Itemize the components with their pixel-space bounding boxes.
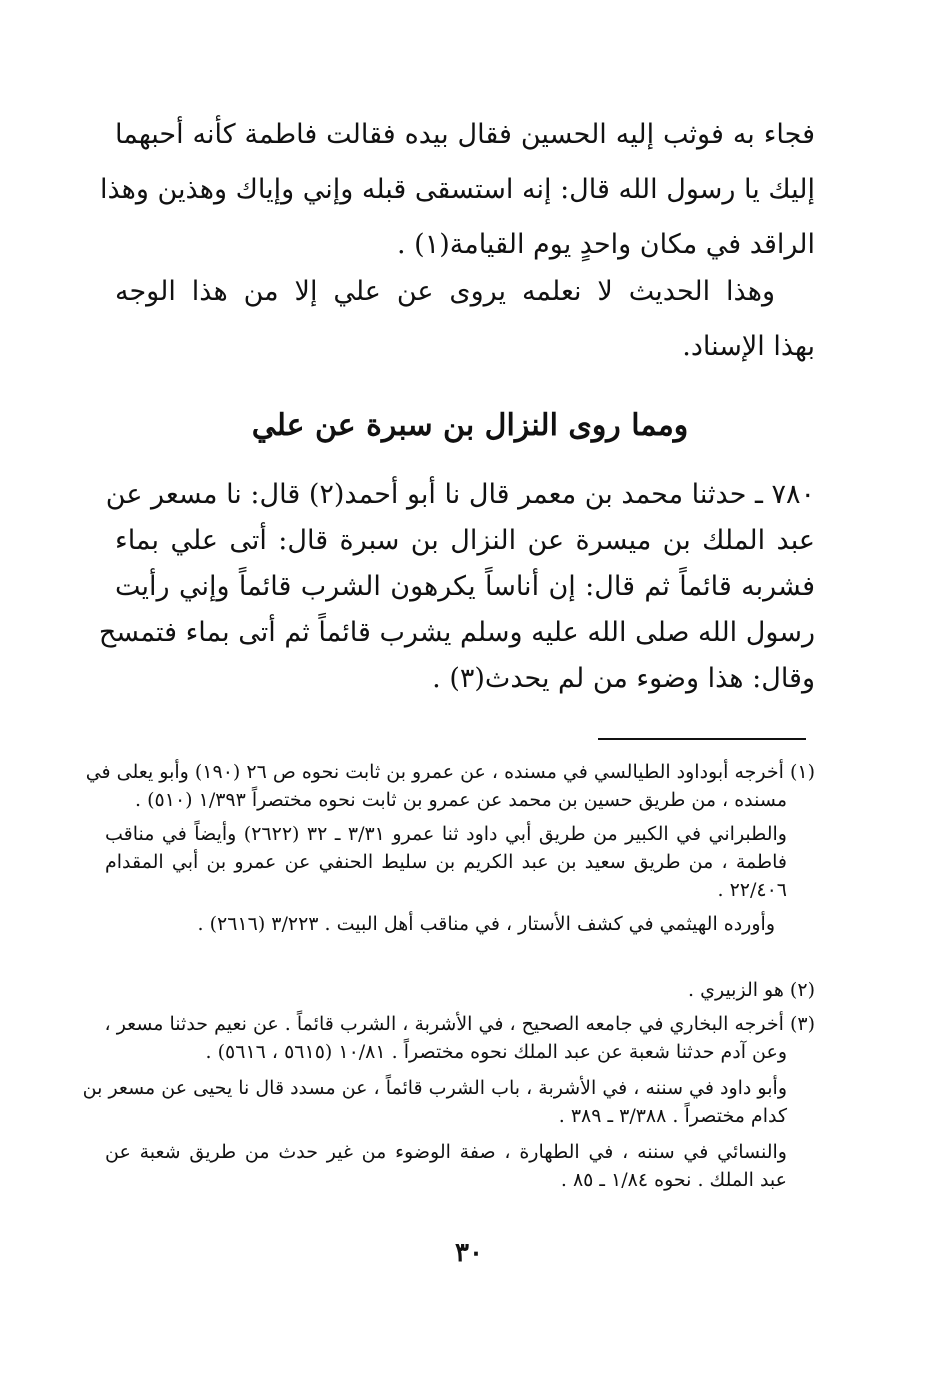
footnote-line: كدام مختصراً . ٣/٣٨٨ ـ ٣٨٩ . xyxy=(558,1105,787,1127)
footnote-line: وأبو داود في سننه ، في الأشربة ، باب الشرب قائماً ، عن مسدد قال نا يحيى عن مسعر بن xyxy=(82,1077,787,1099)
footnote-line: (١) أخرجه أبوداود الطيالسي في مسنده ، عن عمرو بن ثابت نحوه ص ٢٦ (١٩٠) وأبو يعلى في xyxy=(85,761,815,783)
footnote-line: ٢٢/٤٠٦ . xyxy=(717,879,787,901)
text-line: بهذا الإسناد. xyxy=(682,331,815,362)
paragraph-1 xyxy=(99,118,815,262)
text-line: رسول الله صلى الله عليه وسلم يشرب قائماً ثم أتى بماء فتمسح xyxy=(98,617,815,648)
text-line: عبد الملك بن ميسرة عن النزال بن سبرة قال: أتى علي بماء xyxy=(115,525,815,556)
footnote-line: وأورده الهيثمي في كشف الأستار ، في مناقب أهل البيت . ٣/٢٢٣ (٢٦١٦) . xyxy=(197,913,775,935)
text-line: وقال: هذا وضوء من لم يحدث(٣) . xyxy=(432,663,815,694)
footnote-line: (٢) هو الزبيري . xyxy=(688,979,815,1001)
footnote-2 xyxy=(105,976,815,1004)
footnote-line: (٣) أخرجه البخاري في جامعه الصحيح ، في الأشربة ، الشرب قائماً . عن نعيم حدثنا مسعر ، xyxy=(104,1013,815,1035)
footnote-line: مسنده ، من طريق حسين بن محمد عن عمرو بن ثابت نحوه مختصراً ١/٣٩٣ (٥١٠) . xyxy=(135,789,787,811)
footnote-line: والطبراني في الكبير من طريق أبي داود ثنا عمرو ٣/٣١ ـ ٣٢ (٢٦٢٢) وأيضاً في مناقب xyxy=(105,823,787,845)
page-number: ٣٠ xyxy=(455,1238,483,1268)
text-line: الراقد في مكان واحدٍ يوم القيامة(١) . xyxy=(397,229,815,260)
footnote-1 xyxy=(85,758,815,938)
footnote-line: وعن آدم حدثنا شعبة عن عبد الملك نحوه مختصراً . ١٠/٨١ (٥٦١٥ ، ٥٦١٦) . xyxy=(205,1041,787,1063)
text-line: فجاء به فوثب إليه الحسين فقال بيده فقالت فاطمة كأنه أحبهما xyxy=(115,119,815,150)
text-line: وهذا الحديث لا نعلمه يروى عن علي إلا من هذا الوجه xyxy=(115,276,775,307)
footnote-line: عبد الملك . نحوه ١/٨٤ ـ ٨٥ . xyxy=(560,1169,787,1191)
hadith-780 xyxy=(98,478,815,696)
footnote-line: فاطمة ، من طريق سعيد بن عبد الكريم بن سليط الحنفي عن عمرو بن أبي المقدام xyxy=(105,851,787,873)
text-line: ٧٨٠ ـ حدثنا محمد بن معمر قال نا أبو أحمد(٢) قال: نا مسعر عن xyxy=(105,479,815,510)
text-line: إليك يا رسول الله قال: إنه استسقى قبله وإني وإياك وهذين وهذا xyxy=(99,174,815,205)
footnote-line: والنسائي في سننه ، في الطهارة ، صفة الوضوء من غير حدث من طريق شعبة عن xyxy=(105,1141,787,1163)
footnote-3 xyxy=(82,1010,815,1194)
text-line: فشربه قائماً ثم قال: إن أناساً يكرهون الشرب قائماً وإني رأيت xyxy=(115,571,815,602)
section-heading: ومما روى النزال بن سبرة عن علي xyxy=(251,408,689,443)
footnote-separator xyxy=(598,738,806,740)
paragraph-2 xyxy=(115,275,815,364)
